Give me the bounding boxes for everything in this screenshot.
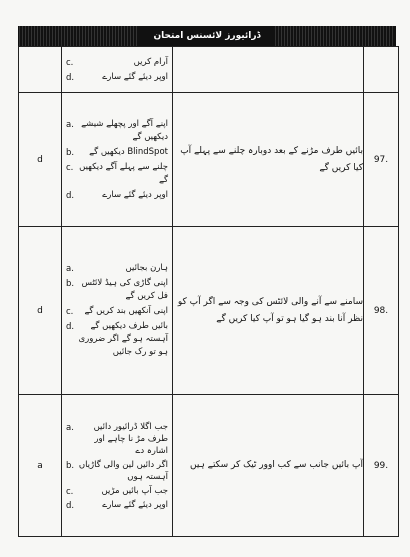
option-letter: c. (66, 307, 74, 317)
options-cell (62, 47, 173, 93)
option-letter: b. (66, 460, 75, 471)
question-row (19, 227, 399, 395)
option-text: اوپر دیئے گئے سارے (102, 499, 168, 510)
option-text: اپنی گاڑی کی ہیڈ لائٹس فل کریں گے (81, 278, 168, 301)
option-text: اوپر دیئے گئے سارے (102, 189, 168, 200)
option-item (66, 421, 168, 457)
option-letter: b. (66, 279, 75, 289)
options-cell (62, 227, 173, 395)
option-item (66, 118, 168, 144)
question-number (364, 47, 399, 93)
option-text: جب اگلا ڈرائیور دائیں طرف مڑ نا چاہے اور اشارہ دے (93, 421, 168, 456)
option-item (66, 320, 168, 359)
option-letter: a. (66, 264, 74, 274)
option-item (66, 56, 168, 69)
answer-cell (19, 47, 62, 93)
option-letter: c. (66, 486, 74, 497)
options-cell (62, 93, 173, 227)
option-letter: d. (66, 500, 75, 511)
option-item (66, 277, 168, 303)
question-row (19, 395, 399, 537)
option-text: BlindSpot دیکھیں گے (89, 146, 168, 157)
option-text: بائیں طرف دیکھیں گے آہستہ ہو گے اگر ضروری ہو تو رک جائیں (78, 321, 168, 357)
answer-cell: d (19, 227, 62, 395)
option-text: اپنے آگے اور پچھلے شیشے دیکھیں گے (81, 118, 168, 142)
options-list (62, 112, 172, 208)
option-letter: b. (66, 147, 75, 158)
option-item (66, 485, 168, 497)
question-number: 99. (364, 395, 399, 537)
option-letter: c. (66, 57, 74, 68)
question-statement: آپ بائیں جانب سے کب اوور ٹیک کر سکتے ہیں (173, 395, 364, 537)
question-number: 98. (364, 227, 399, 395)
option-item (66, 189, 168, 202)
header-band (18, 26, 396, 46)
question-row (19, 93, 399, 227)
option-text: اگر دائیں لین والی گاڑیاں آہستہ ہوں (78, 459, 168, 482)
question-statement: بائیں طرف مڑنے کے بعد دوبارہ چلنے سے پہلے آپ کیا کریں گے (173, 93, 364, 227)
option-text: ہارن بجائیں (125, 263, 168, 273)
option-letter: a. (66, 422, 74, 433)
option-item (66, 499, 168, 511)
option-letter: d. (66, 190, 75, 201)
option-item (66, 305, 168, 318)
option-item (66, 71, 168, 84)
option-text: جب آپ بائیں مڑیں (101, 485, 168, 496)
answer-cell: a (19, 395, 62, 537)
option-item (66, 459, 168, 483)
option-text: چلنے سے پہلے آگے دیکھیں گے (79, 161, 168, 185)
answer-cell: d (19, 93, 62, 227)
question-number: 97. (364, 93, 399, 227)
questions-table (18, 46, 399, 537)
option-item (66, 262, 168, 275)
option-letter: c. (66, 162, 74, 173)
option-text: اوپر دیئے گئے سارے (102, 71, 168, 82)
option-text: آرام کریں (133, 56, 168, 67)
option-item (66, 161, 168, 187)
options-list (62, 256, 172, 365)
question-statement (173, 47, 364, 93)
header-title: ڈرائیورز لائسنس امتحان (153, 31, 261, 41)
option-item (66, 146, 168, 159)
option-letter: d. (66, 72, 75, 83)
options-list (62, 50, 172, 90)
header-hatch-left (19, 26, 139, 46)
question-row (19, 47, 399, 93)
header-hatch-right (275, 26, 395, 46)
question-statement: سامنے سے آنے والی لائٹس کی وجہ سے اگر آپ کو نظر آنا بند ہو گیا ہو تو آپ کیا کریں گے (173, 227, 364, 395)
options-list (62, 415, 172, 517)
options-cell (62, 395, 173, 537)
option-text: اپنی آنکھیں بند کریں گے (84, 306, 168, 316)
option-letter: d. (66, 322, 75, 332)
option-letter: a. (66, 119, 74, 130)
